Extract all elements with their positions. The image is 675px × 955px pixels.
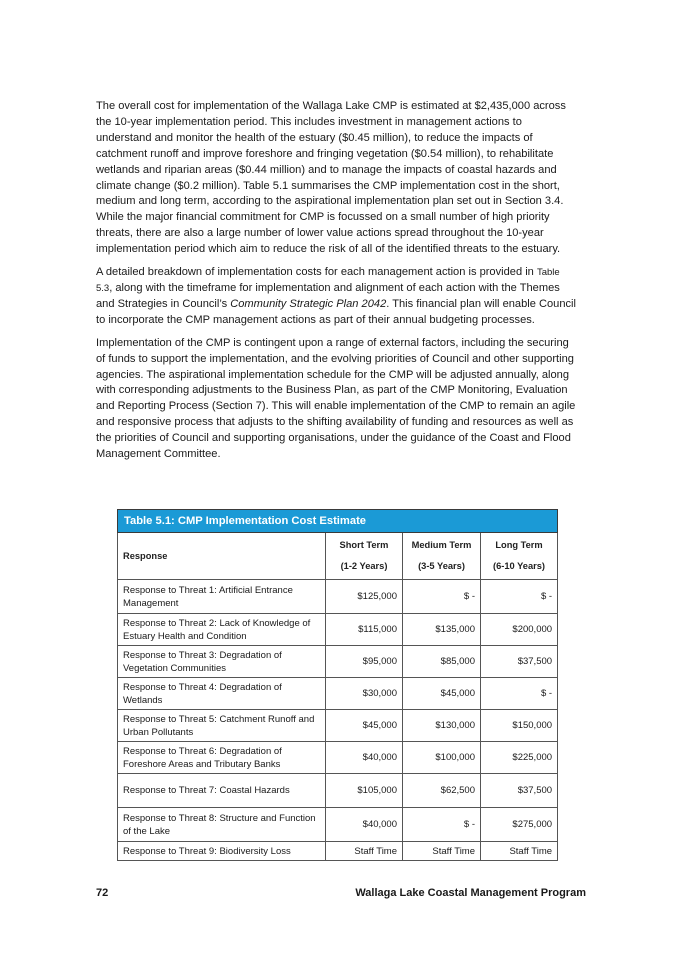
- page-number: 72: [96, 887, 109, 899]
- short-term-cost: Staff Time: [326, 842, 403, 861]
- response-label: Response to Threat 7: Coastal Hazards: [118, 774, 326, 808]
- long-term-cost: $37,500: [481, 774, 558, 808]
- medium-term-cost: $135,000: [403, 614, 481, 646]
- header-medium-term-title: Medium Term: [411, 540, 472, 550]
- response-label: Response to Threat 4: Degradation of Wetlands: [118, 678, 326, 710]
- short-term-cost: $40,000: [326, 742, 403, 774]
- header-short-term-range: (1-2 Years): [340, 561, 388, 571]
- header-short-term: [326, 533, 403, 580]
- medium-term-cost: Staff Time: [403, 842, 481, 861]
- medium-term-cost: $45,000: [403, 678, 481, 710]
- table-row: [118, 710, 558, 742]
- medium-term-cost: $100,000: [403, 742, 481, 774]
- table-row: [118, 580, 558, 614]
- response-label: Response to Threat 9: Biodiversity Loss: [118, 842, 326, 861]
- medium-term-cost: $ -: [403, 580, 481, 614]
- response-label: Response to Threat 5: Catchment Runoff and Urban Pollutants: [118, 710, 326, 742]
- short-term-cost: $115,000: [326, 614, 403, 646]
- table-row: [118, 774, 558, 808]
- short-term-cost: $40,000: [326, 808, 403, 842]
- long-term-cost: Staff Time: [481, 842, 558, 861]
- document-title: Wallaga Lake Coastal Management Program: [355, 887, 586, 899]
- short-term-cost: $95,000: [326, 646, 403, 678]
- header-long-term: [481, 533, 558, 580]
- response-label: Response to Threat 1: Artificial Entrance Management: [118, 580, 326, 614]
- table-row: [118, 646, 558, 678]
- header-medium-term: [403, 533, 481, 580]
- short-term-cost: $30,000: [326, 678, 403, 710]
- paragraph-breakdown-text-b: , along with the timeframe for implementation and alignment of each action with the Themes and Strategies in Council’s: [96, 281, 560, 310]
- body-text: [96, 99, 578, 470]
- paragraph-cost-overview: The overall cost for implementation of the Wallaga Lake CMP is estimated at $2,435,000 across the 10-year implementation period. This includes investment in management actions to understand and monitor the health of the estuary ($0.45 million), to reduce the impacts of catchment runoff and improve foreshore and fringing vegetation ($0.54 million), to rehabilitate wetlands and riparian areas ($0.44 million) and to manage the impacts of coastal hazards and climate change ($0.2 million). Table 5.1 summarises the CMP implementation cost in the short, medium and long term, according to the aspirational implementation plan set out in Section 3.4. While the major financial commitment for CMP is focussed on a small number of high priority threats, there are also a large number of lower value actions spread throughout the 10-year implementation period which aim to reduce the risk of all of the identified threats to the estuary.: [96, 100, 566, 256]
- response-label: Response to Threat 3: Degradation of Vegetation Communities: [118, 646, 326, 678]
- long-term-cost: $200,000: [481, 614, 558, 646]
- paragraph-breakdown-text-a: A detailed breakdown of implementation costs for each management action is provided in: [96, 266, 537, 279]
- paragraph-breakdown: [96, 265, 578, 329]
- medium-term-cost: $ -: [403, 808, 481, 842]
- paragraph-breakdown-text-c: . This financial plan will enable Council to incorporate the CMP management actions as part of their annual budgeting processes.: [96, 297, 576, 326]
- response-label: Response to Threat 6: Degradation of Foreshore Areas and Tributary Banks: [118, 742, 326, 774]
- header-long-term-title: Long Term: [495, 540, 543, 550]
- medium-term-cost: $85,000: [403, 646, 481, 678]
- short-term-cost: $105,000: [326, 774, 403, 808]
- long-term-cost: $37,500: [481, 646, 558, 678]
- response-label: Response to Threat 8: Structure and Function of the Lake: [118, 808, 326, 842]
- response-label: Response to Threat 2: Lack of Knowledge of Estuary Health and Condition: [118, 614, 326, 646]
- long-term-cost: $275,000: [481, 808, 558, 842]
- cost-estimate-table: [117, 509, 558, 861]
- long-term-cost: $ -: [481, 678, 558, 710]
- table-row: [118, 678, 558, 710]
- long-term-cost: $225,000: [481, 742, 558, 774]
- table-header-row: [118, 533, 558, 580]
- header-medium-term-range: (3-5 Years): [418, 561, 465, 571]
- short-term-cost: $45,000: [326, 710, 403, 742]
- paragraph-contingency: Implementation of the CMP is contingent upon a range of external factors, including the securing of funds to support the implementation, and the evolving priorities of Council and other supporting agencies. The aspirational implementation schedule for the CMP will be adjusted annually, along with corresponding adjustments to the Business Plan, as part of the CMP Monitoring, Evaluation and Reporting Process (Section 7). This will enable implementation of the CMP to remain an agile and responsive process that adjusts to the shifting availability of funding and resources as well as the priorities of Council and supporting organisations, under the guidance of the Coast and Flood Management Committee.: [96, 336, 576, 461]
- header-short-term-title: Short Term: [339, 540, 389, 550]
- short-term-cost: $125,000: [326, 580, 403, 614]
- table-reference-link[interactable]: Table 5.3: [96, 267, 560, 294]
- medium-term-cost: $130,000: [403, 710, 481, 742]
- long-term-cost: $150,000: [481, 710, 558, 742]
- strategic-plan-title: Community Strategic Plan 2042: [230, 297, 387, 310]
- table-row: [118, 742, 558, 774]
- table-row: [118, 614, 558, 646]
- table-caption: Table 5.1: CMP Implementation Cost Estimate: [118, 510, 558, 533]
- cost-estimate-table-container: [117, 509, 557, 861]
- header-response: Response: [118, 533, 326, 580]
- medium-term-cost: $62,500: [403, 774, 481, 808]
- table-row: [118, 842, 558, 861]
- long-term-cost: $ -: [481, 580, 558, 614]
- header-long-term-range: (6-10 Years): [493, 561, 546, 571]
- table-row: [118, 808, 558, 842]
